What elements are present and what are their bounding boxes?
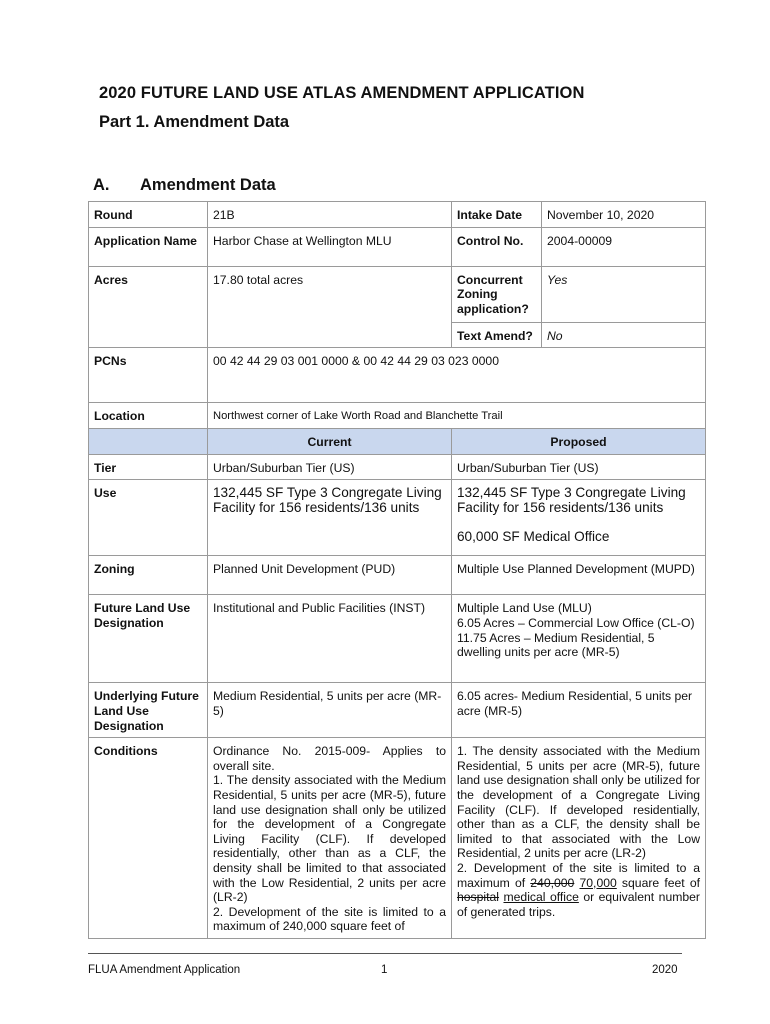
conditions-current — [208, 738, 452, 939]
flu-proposed-2: 6.05 Acres – Commercial Low Office (CL-O) — [457, 615, 695, 630]
conditions-current-3: 2. Development of the site is limited to a maximum of 240,000 square feet of — [213, 904, 446, 934]
table-row — [89, 454, 706, 480]
underlying-flu-proposed: 6.05 acres- Medium Residential, 5 units per acre (MR-5) — [452, 683, 706, 738]
use-proposed — [452, 480, 706, 556]
underlying-flu-label: Underlying Future Land Use Designation — [89, 683, 208, 738]
intake-date-value: November 10, 2020 — [542, 202, 706, 228]
inserted-text: medical office — [503, 890, 579, 905]
pcns-value: 00 42 44 29 03 001 0000 & 00 42 44 29 03 023 0000 — [208, 348, 706, 403]
control-no-label: Control No. — [452, 227, 542, 266]
flu-proposed-1: Multiple Land Use (MLU) — [457, 601, 592, 616]
table-row — [89, 403, 706, 429]
footer-left: FLUA Amendment Application — [88, 964, 241, 976]
table-row — [89, 202, 706, 228]
conditions-current-1: Ordinance No. 2015-009- Applies to overall site. — [213, 744, 446, 773]
section-heading — [93, 176, 276, 195]
round-label: Round — [89, 202, 208, 228]
concurrent-zoning-value: Yes — [542, 266, 706, 322]
location-label: Location — [89, 403, 208, 429]
zoning-proposed: Multiple Use Planned Development (MUPD) — [452, 556, 706, 595]
flu-proposed-3: 11.75 Acres – Medium Residential, 5 dwelling units per acre (MR-5) — [457, 630, 655, 660]
text-amend-label: Text Amend? — [452, 322, 542, 348]
flu-current: Institutional and Public Facilities (INST) — [208, 595, 452, 683]
table-row — [89, 556, 706, 595]
application-name-label: Application Name — [89, 227, 208, 266]
header-current: Current — [208, 429, 452, 455]
pcns-label: PCNs — [89, 348, 208, 403]
acres-label: Acres — [89, 266, 208, 348]
amendment-data-table — [88, 201, 706, 939]
tier-proposed: Urban/Suburban Tier (US) — [452, 454, 706, 480]
tier-current: Urban/Suburban Tier (US) — [208, 454, 452, 480]
conditions-current-2: 1. The density associated with the Medium Residential, 5 units per acre (MR-5), future land use designation shall only be utilized for the development of a Congregate Living Facility (CLF). If developed residentially, other than as a CLF, the density shall be limited to that associated with the Low Residential, 2 units per acre (LR-2) — [213, 773, 446, 905]
footer-page-number: 1 — [381, 964, 388, 976]
zoning-current: Planned Unit Development (PUD) — [208, 556, 452, 595]
table-row — [89, 683, 706, 738]
text-amend-value: No — [542, 322, 706, 348]
table-row — [89, 227, 706, 266]
footer-right: 2020 — [652, 964, 678, 976]
footer-divider — [88, 953, 682, 954]
zoning-label: Zoning — [89, 556, 208, 595]
table-row — [89, 480, 706, 556]
use-proposed-2: 60,000 SF Medical Office — [457, 528, 610, 544]
application-name-value: Harbor Chase at Wellington MLU — [208, 227, 452, 266]
page-subtitle: Part 1. Amendment Data — [99, 113, 290, 131]
use-current: 132,445 SF Type 3 Congregate Living Facility for 156 residents/136 units — [208, 480, 452, 556]
tier-label: Tier — [89, 454, 208, 480]
header-proposed: Proposed — [452, 429, 706, 455]
conditions-proposed-1: 1. The density associated with the Medium Residential, 5 units per acre (MR-5), future land use designation shall only be utilized for the development of a Congregate Living Facility (CLF). If developed residentially, other than as a CLF, the density shall be limited to that associated with the Low Residential, 2 units per acre (LR-2) — [457, 744, 700, 861]
location-value: Northwest corner of Lake Worth Road and Blanchette Trail — [208, 403, 706, 429]
table-row — [89, 266, 706, 322]
section-title: Amendment Data — [140, 176, 276, 194]
struck-text: hospital — [457, 890, 500, 905]
header-blank — [89, 429, 208, 455]
use-label: Use — [89, 480, 208, 556]
table-header-row — [89, 429, 706, 455]
table-row — [89, 348, 706, 403]
control-no-value: 2004-00009 — [542, 227, 706, 266]
flu-label: Future Land Use Designation — [89, 595, 208, 683]
conditions-proposed-2: 2. Development of the site is limited to a maximum of 240,000 70,000 square feet of hospital medical office or equivalent number of generated trips. — [457, 860, 700, 919]
acres-value: 17.80 total acres — [208, 266, 452, 348]
concurrent-zoning-label: Concurrent Zoning application? — [452, 266, 542, 322]
table-row — [89, 595, 706, 683]
table-row — [89, 738, 706, 939]
intake-date-label: Intake Date — [452, 202, 542, 228]
struck-text: 240,000 — [530, 875, 575, 890]
inserted-text: 70,000 — [579, 875, 617, 890]
underlying-flu-current: Medium Residential, 5 units per acre (MR-5) — [208, 683, 452, 738]
section-letter: A. — [93, 176, 110, 194]
flu-proposed — [452, 595, 706, 683]
use-proposed-1: 132,445 SF Type 3 Congregate Living Facility for 156 residents/136 units — [457, 485, 686, 515]
conditions-proposed — [452, 738, 706, 939]
round-value: 21B — [208, 202, 452, 228]
page-title: 2020 FUTURE LAND USE ATLAS AMENDMENT APPLICATION — [99, 84, 585, 102]
conditions-label: Conditions — [89, 738, 208, 939]
